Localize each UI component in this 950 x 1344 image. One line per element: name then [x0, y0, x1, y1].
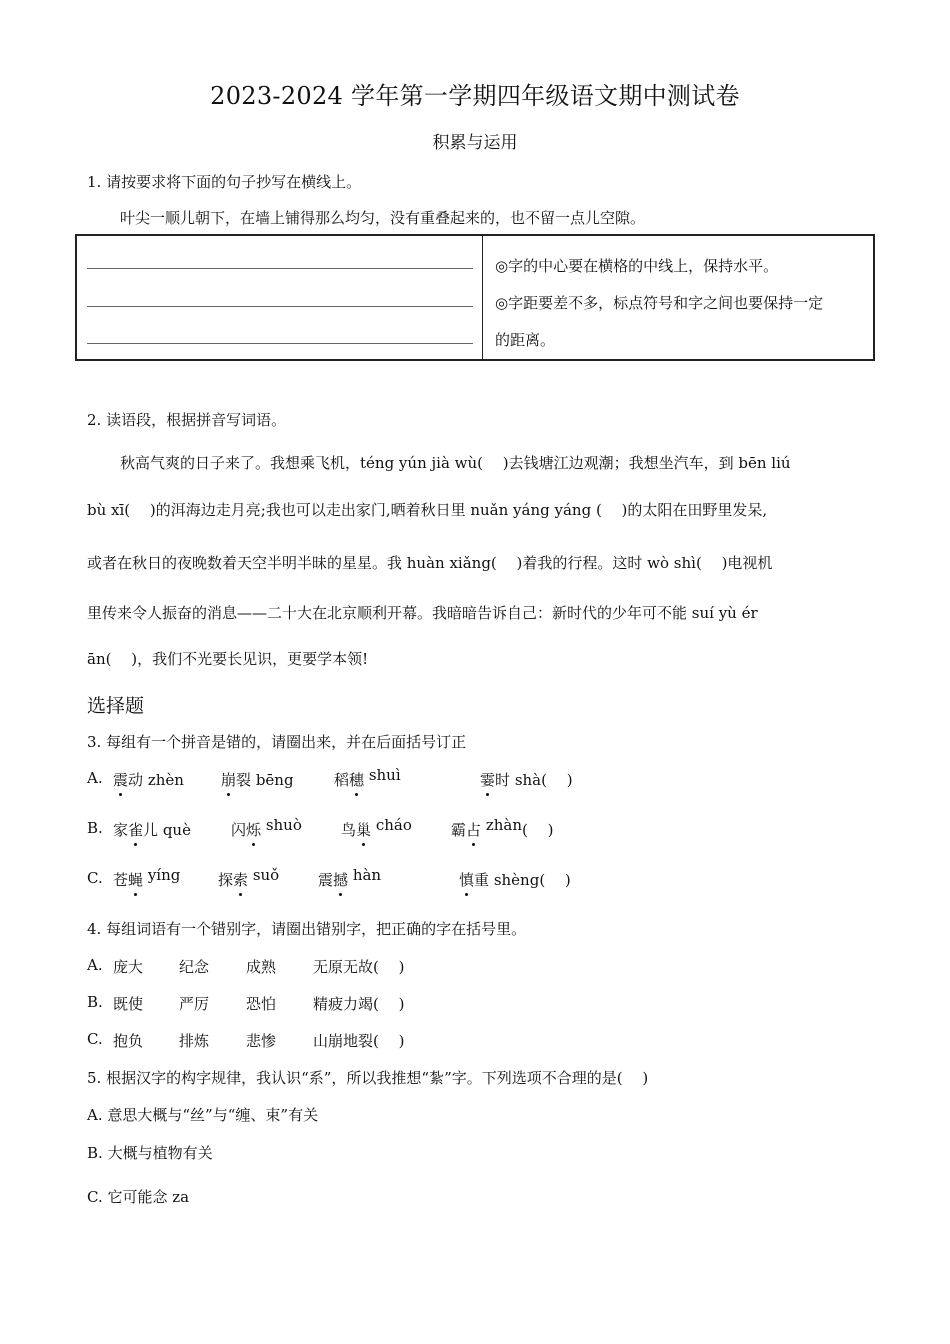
q4-word[interactable]: 悲惨: [246, 1032, 277, 1050]
copy-box: [75, 234, 875, 361]
page-title: 2023-2024 学年第一学期四年级语文期中测试卷: [210, 82, 740, 110]
dotted-char: 穗: [349, 771, 365, 789]
dotted-char: 占: [466, 821, 482, 839]
q3-item[interactable]: 探索 suǒ: [218, 866, 280, 889]
q2-prompt: 2. 读语段，根据拼音写词语。: [87, 411, 287, 429]
dotted-char: 慎: [459, 871, 475, 889]
copy-line-1[interactable]: [87, 268, 473, 269]
q4-word[interactable]: 庞大: [113, 958, 144, 976]
q5-option-a[interactable]: [87, 1104, 318, 1125]
q5-option-b[interactable]: [87, 1142, 213, 1163]
dotted-char: 烁: [246, 821, 262, 839]
dotted-char: 崩: [221, 771, 237, 789]
copy-tip-1: ◎字的中心要在横格的中线上，保持水平。: [495, 257, 779, 275]
q2-line-5: ān( )，我们不光要长见识，更要学本领!: [87, 650, 369, 668]
q3-item[interactable]: 霎时 shà( ): [480, 771, 573, 789]
answer-bracket: ( ): [539, 871, 571, 889]
dotted-char: 霎: [480, 771, 496, 789]
q3-row-label: C.: [87, 869, 103, 887]
q3-row-c: [87, 869, 103, 887]
q3-item[interactable]: 鸟巢 cháo: [341, 816, 412, 839]
q4-row-label: C.: [87, 1030, 103, 1048]
q3-item[interactable]: 崩裂 bēng: [221, 771, 294, 789]
q3-row-b: [87, 819, 103, 837]
section-heading: 积累与运用: [432, 133, 518, 153]
q4-word[interactable]: 山崩地裂( ): [313, 1032, 405, 1050]
q4-word[interactable]: 严厉: [179, 995, 210, 1013]
pinyin: shuì: [368, 766, 401, 784]
option-label: B.: [87, 1144, 103, 1162]
copy-tip-2: ◎字距要差不多，标点符号和字之间也要保持一定: [495, 294, 824, 312]
q5-prompt: 5. 根据汉字的构字规律，我认识“系”，所以我推想“紮”字。下列选项不合理的是( ): [87, 1069, 649, 1087]
q1-sentence: 叶尖一顺儿朝下，在墙上铺得那么均匀，没有重叠起来的，也不留一点儿空隙。: [120, 209, 646, 227]
q4-word[interactable]: 成熟: [246, 958, 277, 976]
q2-line-4: 里传来令人振奋的消息——二十大在北京顺利开幕。我暗暗告诉自己：新时代的少年可不能 suí yù ér: [87, 604, 758, 622]
answer-bracket: ( ): [541, 771, 573, 789]
q3-item[interactable]: 震动 zhèn: [113, 771, 184, 789]
q4-row-label: A.: [87, 956, 103, 974]
q3-prompt: 3. 每组有一个拼音是错的，请圈出来，并在后面括号订正: [87, 733, 467, 751]
copy-tips: [483, 235, 875, 360]
choice-heading: 选择题: [87, 695, 145, 717]
q4-word[interactable]: 抱负: [113, 1032, 144, 1050]
q2-line-1: 秋高气爽的日子来了。我想乘飞机，téng yún jià wù( )去钱塘江边观潮；我想坐汽车，到 bēn liú: [120, 454, 791, 472]
pinyin: cháo: [375, 816, 412, 834]
dotted-char: 蝇: [128, 871, 144, 889]
q3-item[interactable]: 霸占 zhàn( ): [451, 816, 554, 839]
pinyin: suǒ: [252, 866, 280, 884]
pinyin: yíng: [147, 866, 181, 884]
q2-line-2: bù xī( )的洱海边走月亮;我也可以走出家门,晒着秋日里 nuǎn yáng yáng ( )的太阳在田野里发呆,: [87, 501, 768, 519]
dotted-char: 撼: [333, 871, 349, 889]
option-text: 它可能念 za: [107, 1188, 190, 1206]
q3-row-label: B.: [87, 819, 103, 837]
q3-row-label: A.: [87, 769, 103, 787]
q4-word[interactable]: 排炼: [179, 1032, 210, 1050]
pinyin: shuò: [265, 816, 302, 834]
dotted-char: 雀: [128, 821, 144, 839]
option-label: A.: [87, 1106, 103, 1124]
q3-item[interactable]: 家雀儿 què: [113, 821, 191, 839]
copy-lines-area[interactable]: [76, 235, 483, 360]
q4-word[interactable]: 精疲力竭( ): [313, 995, 405, 1013]
q4-row-label: B.: [87, 993, 103, 1011]
option-text: 大概与植物有关: [107, 1144, 213, 1162]
dotted-char: 震: [113, 771, 129, 789]
pinyin: bēng: [255, 771, 294, 789]
pinyin: zhàn: [485, 816, 522, 834]
copy-line-3[interactable]: [87, 343, 473, 344]
q3-item[interactable]: 震撼 hàn: [318, 866, 382, 889]
q3-row-a: [87, 769, 103, 787]
q4-word[interactable]: 纪念: [179, 958, 210, 976]
q2-line-3: 或者在秋日的夜晚数着天空半明半昧的星星。我 huàn xiǎng( )着我的行程。这时 wò shì( )电视机: [87, 554, 773, 572]
dotted-char: 索: [233, 871, 249, 889]
q5-option-c[interactable]: [87, 1186, 189, 1207]
q4-word[interactable]: 无原无故( ): [313, 958, 405, 976]
pinyin: hàn: [352, 866, 382, 884]
q3-item[interactable]: 慎重 shèng( ): [459, 871, 571, 889]
q3-item[interactable]: 闪烁 shuò: [231, 816, 302, 839]
q4-word[interactable]: 既使: [113, 995, 144, 1013]
q3-item[interactable]: 稻穗 shuì: [334, 766, 401, 789]
answer-bracket: ( ): [521, 821, 554, 839]
q4-prompt: 4. 每组词语有一个错别字，请圈出错别字，把正确的字在括号里。: [87, 920, 527, 938]
pinyin: shèng: [493, 871, 540, 889]
q1-prompt: 1. 请按要求将下面的句子抄写在横线上。: [87, 173, 362, 191]
option-label: C.: [87, 1188, 103, 1206]
option-text: 意思大概与“丝”与“缠、束”有关: [107, 1106, 319, 1124]
copy-tip-3: 的距离。: [495, 331, 556, 349]
q3-item[interactable]: 苍蝇 yíng: [113, 866, 181, 889]
pinyin: què: [162, 821, 191, 839]
copy-line-2[interactable]: [87, 306, 473, 307]
q4-word[interactable]: 恐怕: [246, 995, 277, 1013]
dotted-char: 巢: [356, 821, 372, 839]
pinyin: zhèn: [147, 771, 184, 789]
pinyin: shà: [514, 771, 542, 789]
